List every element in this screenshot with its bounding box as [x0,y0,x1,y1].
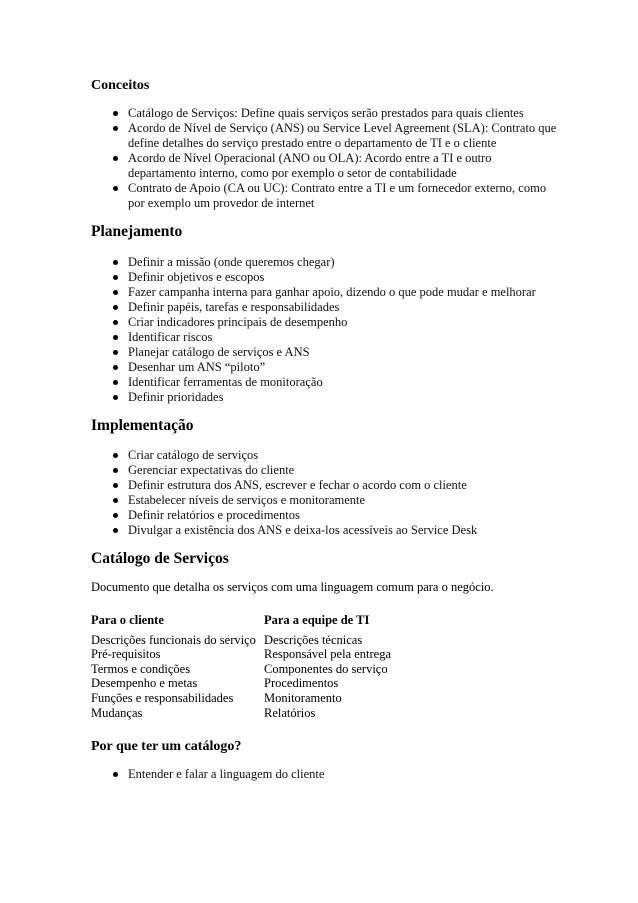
list-item: Definir prioridades [91,390,561,405]
bullet-icon [113,453,118,458]
bullet-icon [113,498,118,503]
table-cell: Funções e responsabilidades [91,690,234,705]
bullet-icon [113,260,118,265]
bullet-icon [113,395,118,400]
heading-por-que-catalogo: Por que ter um catálogo? [91,739,242,755]
list-item: Criar catálogo de serviços [91,448,561,463]
table-cell: Componentes do serviço [264,661,388,676]
list-item: Estabelecer níveis de serviços e monitoramente [91,493,561,508]
list-planejamento [91,255,561,405]
bullet-icon [113,365,118,370]
table-cell: Descrições técnicas [264,632,363,647]
list-item: Identificar riscos [91,330,561,345]
bullet-icon [113,335,118,340]
list-item: Gerenciar expectativas do cliente [91,463,561,478]
list-item: Catálogo de Serviços: Define quais serviços serão prestados para quais clientes [91,106,561,121]
bullet-icon [113,528,118,533]
list-item: Divulgar a existência dos ANS e deixa-los acessíveis ao Service Desk [91,523,561,538]
list-item: Identificar ferramentas de monitoração [91,375,561,390]
bullet-icon [113,320,118,325]
bullet-icon [113,186,118,191]
table-cell: Mudanças [91,705,143,720]
list-item: Acordo de Nível de Serviço (ANS) ou Service Level Agreement (SLA): Contrato que define detalhes do serviço prestado entre o departamento de TI e o cliente [91,121,561,151]
table-cell: Descrições funcionais do serviço [91,632,256,647]
heading-conceitos: Conceitos [91,78,150,93]
table-cell: Desempenho e metas [91,676,198,691]
list-item: Definir papéis, tarefas e responsabilidades [91,300,561,315]
list-item: Fazer campanha interna para ganhar apoio, dizendo o que pode mudar e melhorar [91,285,561,300]
table-header-cliente: Para o cliente [91,613,164,627]
list-conceitos [91,106,561,211]
table-cell: Pré-requisitos [91,647,161,662]
table-cell: Monitoramento [264,690,342,705]
list-item: Acordo de Nível Operacional (ANO ou OLA): Acordo entre a TI e outro departamento interno, como por exemplo o setor de contabilidade [91,151,561,181]
list-item: Desenhar um ANS “piloto” [91,360,561,375]
catalogo-description: Documento que detalha os serviços com uma linguagem comum para o negócio. [91,580,494,594]
table-header-equipe-ti: Para a equipe de TI [264,613,370,627]
bullet-icon [113,772,118,777]
bullet-icon [113,275,118,280]
list-implementacao [91,448,561,538]
list-item: Definir objetivos e escopos [91,270,561,285]
bullet-icon [113,290,118,295]
list-item: Criar indicadores principais de desempenho [91,315,561,330]
bullet-icon [113,305,118,310]
list-item: Entender e falar a linguagem do cliente [91,767,561,782]
list-item: Contrato de Apoio (CA ou UC): Contrato entre a TI e um fornecedor externo, como por exemplo um provedor de internet [91,181,561,211]
catalogo-table [91,613,561,720]
bullet-icon [113,126,118,131]
heading-planejamento: Planejamento [91,223,183,240]
list-item: Planejar catálogo de serviços e ANS [91,345,561,360]
bullet-icon [113,483,118,488]
list-por-que [91,767,561,782]
bullet-icon [113,156,118,161]
heading-implementacao: Implementação [91,417,194,434]
list-item: Definir a missão (onde queremos chegar) [91,255,561,270]
bullet-icon [113,513,118,518]
bullet-icon [113,350,118,355]
list-item: Definir relatórios e procedimentos [91,508,561,523]
bullet-icon [113,111,118,116]
list-item: Definir estrutura dos ANS, escrever e fechar o acordo com o cliente [91,478,561,493]
bullet-icon [113,380,118,385]
table-cell: Responsável pela entrega [264,647,392,662]
table-cell: Relatórios [264,705,316,720]
heading-catalogo-servicos: Catálogo de Serviços [91,550,229,567]
document-content [91,77,561,782]
table-cell: Termos e condições [91,661,191,676]
table-cell: Procedimentos [264,676,339,691]
bullet-icon [113,468,118,473]
